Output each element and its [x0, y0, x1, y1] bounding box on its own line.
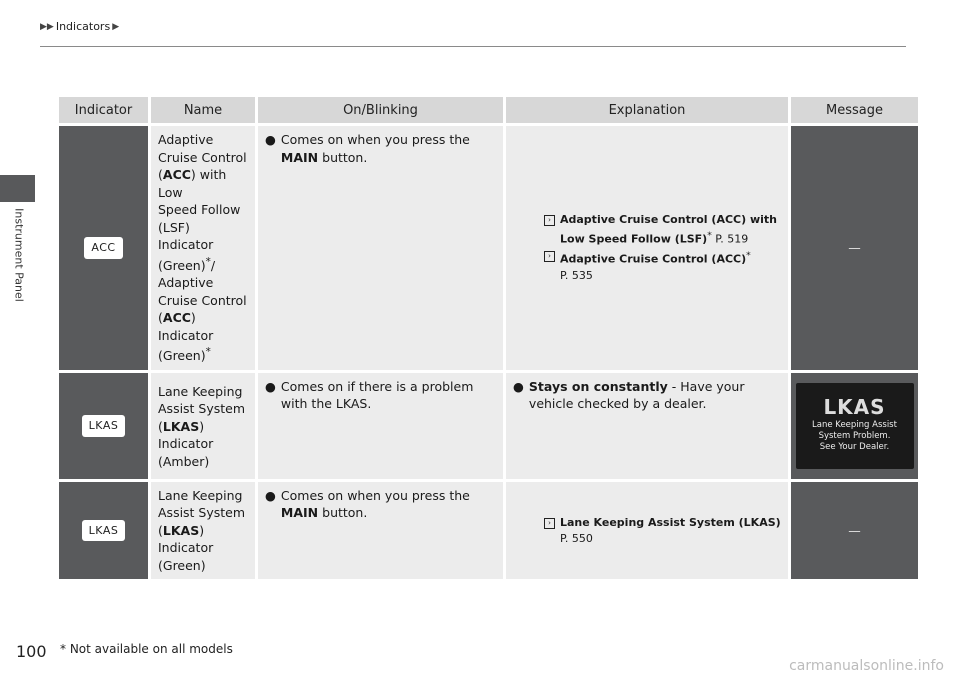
breadcrumb-section[interactable]: Indicators [55, 20, 111, 33]
header-message: Message [791, 97, 918, 123]
on-blinking-cell: ● Comes on when you press the MAIN button. [258, 482, 503, 580]
on-blinking-cell: ● Comes on when you press the MAIN button. [258, 126, 503, 370]
reference-arrow-icon: › [544, 251, 555, 262]
indicator-cell [59, 482, 148, 580]
indicator-cell [59, 373, 148, 479]
lkas-indicator-icon: LKAS [82, 415, 126, 437]
message-cell: — [791, 126, 918, 370]
chapter-tab [0, 175, 35, 202]
explanation-cell [506, 482, 788, 580]
chapter-label: Instrument Panel [12, 208, 26, 302]
breadcrumb-arrow-icon: ▶ [112, 21, 120, 32]
watermark: carmanualsonline.info [789, 658, 944, 674]
lkas-warning-message: LKAS Lane Keeping Assist System Problem. See Your Dealer. [796, 383, 914, 469]
breadcrumb [40, 20, 119, 33]
table-row [59, 482, 918, 580]
footnote: * Not available on all models [60, 642, 233, 656]
page-number: 100 [16, 642, 47, 661]
explanation-cell: ● Stays on constantly - Have your vehicle checked by a dealer. [506, 373, 788, 479]
reference-arrow-icon: › [544, 215, 555, 226]
header-name: Name [151, 97, 255, 123]
on-blinking-cell: ● Comes on if there is a problem with the LKAS. [258, 373, 503, 479]
name-cell: Lane Keeping Assist System (LKAS) Indicator (Green) [151, 482, 255, 580]
table-header-row [59, 97, 918, 123]
name-cell: Adaptive Cruise Control (ACC) with Low Speed Follow (LSF) Indicator (Green)*/ Adaptive Cruise Control (ACC) Indicator (Green)* [151, 126, 255, 370]
header-indicator: Indicator [59, 97, 148, 123]
cross-reference-link[interactable]: › Adaptive Cruise Control (ACC)* P. 535 [544, 248, 781, 284]
header-explanation: Explanation [506, 97, 788, 123]
table-row [59, 126, 918, 370]
cross-reference-link[interactable]: › Adaptive Cruise Control (ACC) with Low Speed Follow (LSF)* P. 519 [544, 212, 781, 248]
message-cell: — [791, 482, 918, 580]
indicator-table [56, 94, 921, 582]
reference-arrow-icon: › [544, 518, 555, 529]
acc-indicator-icon: ACC [84, 237, 122, 259]
table-row [59, 373, 918, 479]
message-cell [791, 373, 918, 479]
lkas-indicator-icon: LKAS [82, 520, 126, 542]
explanation-cell [506, 126, 788, 370]
header-on-blinking: On/Blinking [258, 97, 503, 123]
header-rule [40, 46, 906, 47]
cross-reference-link[interactable]: › Lane Keeping Assist System (LKAS) P. 550 [544, 515, 781, 547]
name-cell: Lane Keeping Assist System (LKAS) Indicator (Amber) [151, 373, 255, 479]
indicator-cell [59, 126, 148, 370]
breadcrumb-arrow-icon: ▶▶ [40, 21, 54, 32]
